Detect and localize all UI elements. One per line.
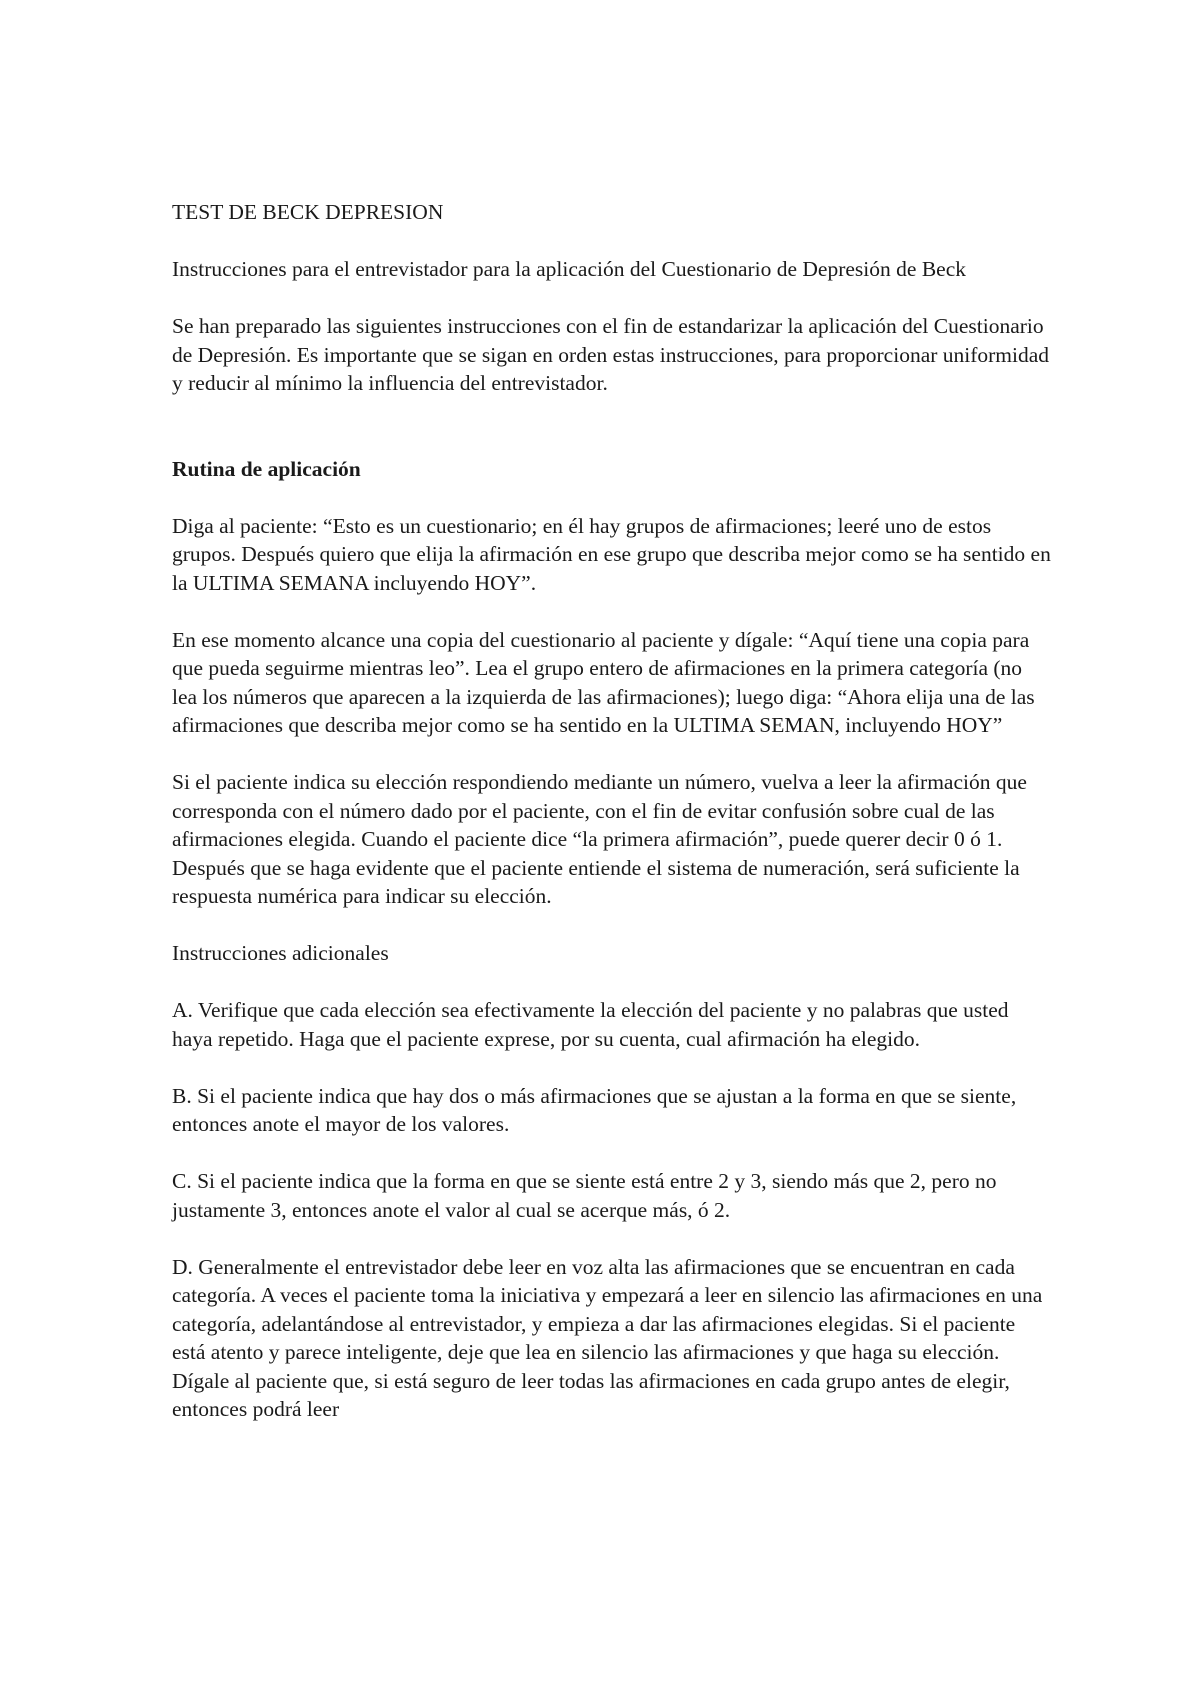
- intro-paragraph: Se han preparado las siguientes instrucciones con el fin de estandarizar la aplicación del Cuestionario de Depresión. Es importante que se sigan en orden estas instrucciones, para proporcionar uniformidad y reducir al mínimo la influencia del entrevistador.: [172, 314, 1050, 395]
- additional-item-c: C. Si el paciente indica que la forma en que se siente está entre 2 y 3, siendo más que 2, pero no justamente 3, entonces anote el valor al cual se acerque más, ó 2.: [172, 1169, 997, 1222]
- document-title: TEST DE BECK DEPRESION: [172, 200, 444, 224]
- additional-item-b: B. Si el paciente indica que hay dos o más afirmaciones que se ajustan a la forma en que se siente, entonces anote el mayor de los valores.: [172, 1083, 1017, 1136]
- section-heading: Rutina de aplicación: [172, 456, 361, 481]
- instructions-heading: Instrucciones para el entrevistador para la aplicación del Cuestionario de Depresión de Beck: [172, 257, 966, 281]
- additional-item-a: A. Verifique que cada elección sea efectivamente la elección del paciente y no palabras que usted haya repetido. Haga que el paciente exprese, por su cuenta, cual afirmación ha elegido.: [172, 998, 1009, 1051]
- body-paragraph: En ese momento alcance una copia del cuestionario al paciente y dígale: “Aquí tiene una copia para que pueda seguirme mientras leo”. Lea el grupo entero de afirmaciones en la primera categoría (no lea los números que aparecen a la izquierda de las afirmaciones); luego diga: “Ahora elija una de las afirmaciones que describa mejor como se ha sentido en la ULTIMA SEMAN, incluyendo HOY”: [172, 627, 1035, 737]
- additional-heading: Instrucciones adicionales: [172, 941, 389, 965]
- document-body: [172, 198, 1052, 1452]
- body-paragraph: Si el paciente indica su elección respondiendo mediante un número, vuelva a leer la afirmación que corresponda con el número dado por el paciente, con el fin de evitar confusión sobre cual de las afirmaciones elegida. Cuando el paciente dice “la primera afirmación”, puede querer decir 0 ó 1. Después que se haga evidente que el paciente entiende el sistema de numeración, será suficiente la respuesta numérica para indicar su elección.: [172, 770, 1027, 908]
- body-paragraph: Diga al paciente: “Esto es un cuestionario; en él hay grupos de afirmaciones; leeré uno de estos grupos. Después quiero que elija la afirmación en ese grupo que describa mejor como se ha sentido en la ULTIMA SEMANA incluyendo HOY”.: [172, 513, 1051, 595]
- additional-item-d: D. Generalmente el entrevistador debe leer en voz alta las afirmaciones que se encuentran en cada categoría. A veces el paciente toma la iniciativa y empezará a leer en silencio las afirmaciones en una categoría, adelantándose al entrevistador, y empieza a dar las afirmaciones elegidas. Si el paciente está atento y parece inteligente, deje que lea en silencio las afirmaciones y que haga su elección. Dígale al paciente que, si está seguro de leer todas las afirmaciones en cada grupo antes de elegir, entonces podrá leer: [172, 1254, 1043, 1421]
